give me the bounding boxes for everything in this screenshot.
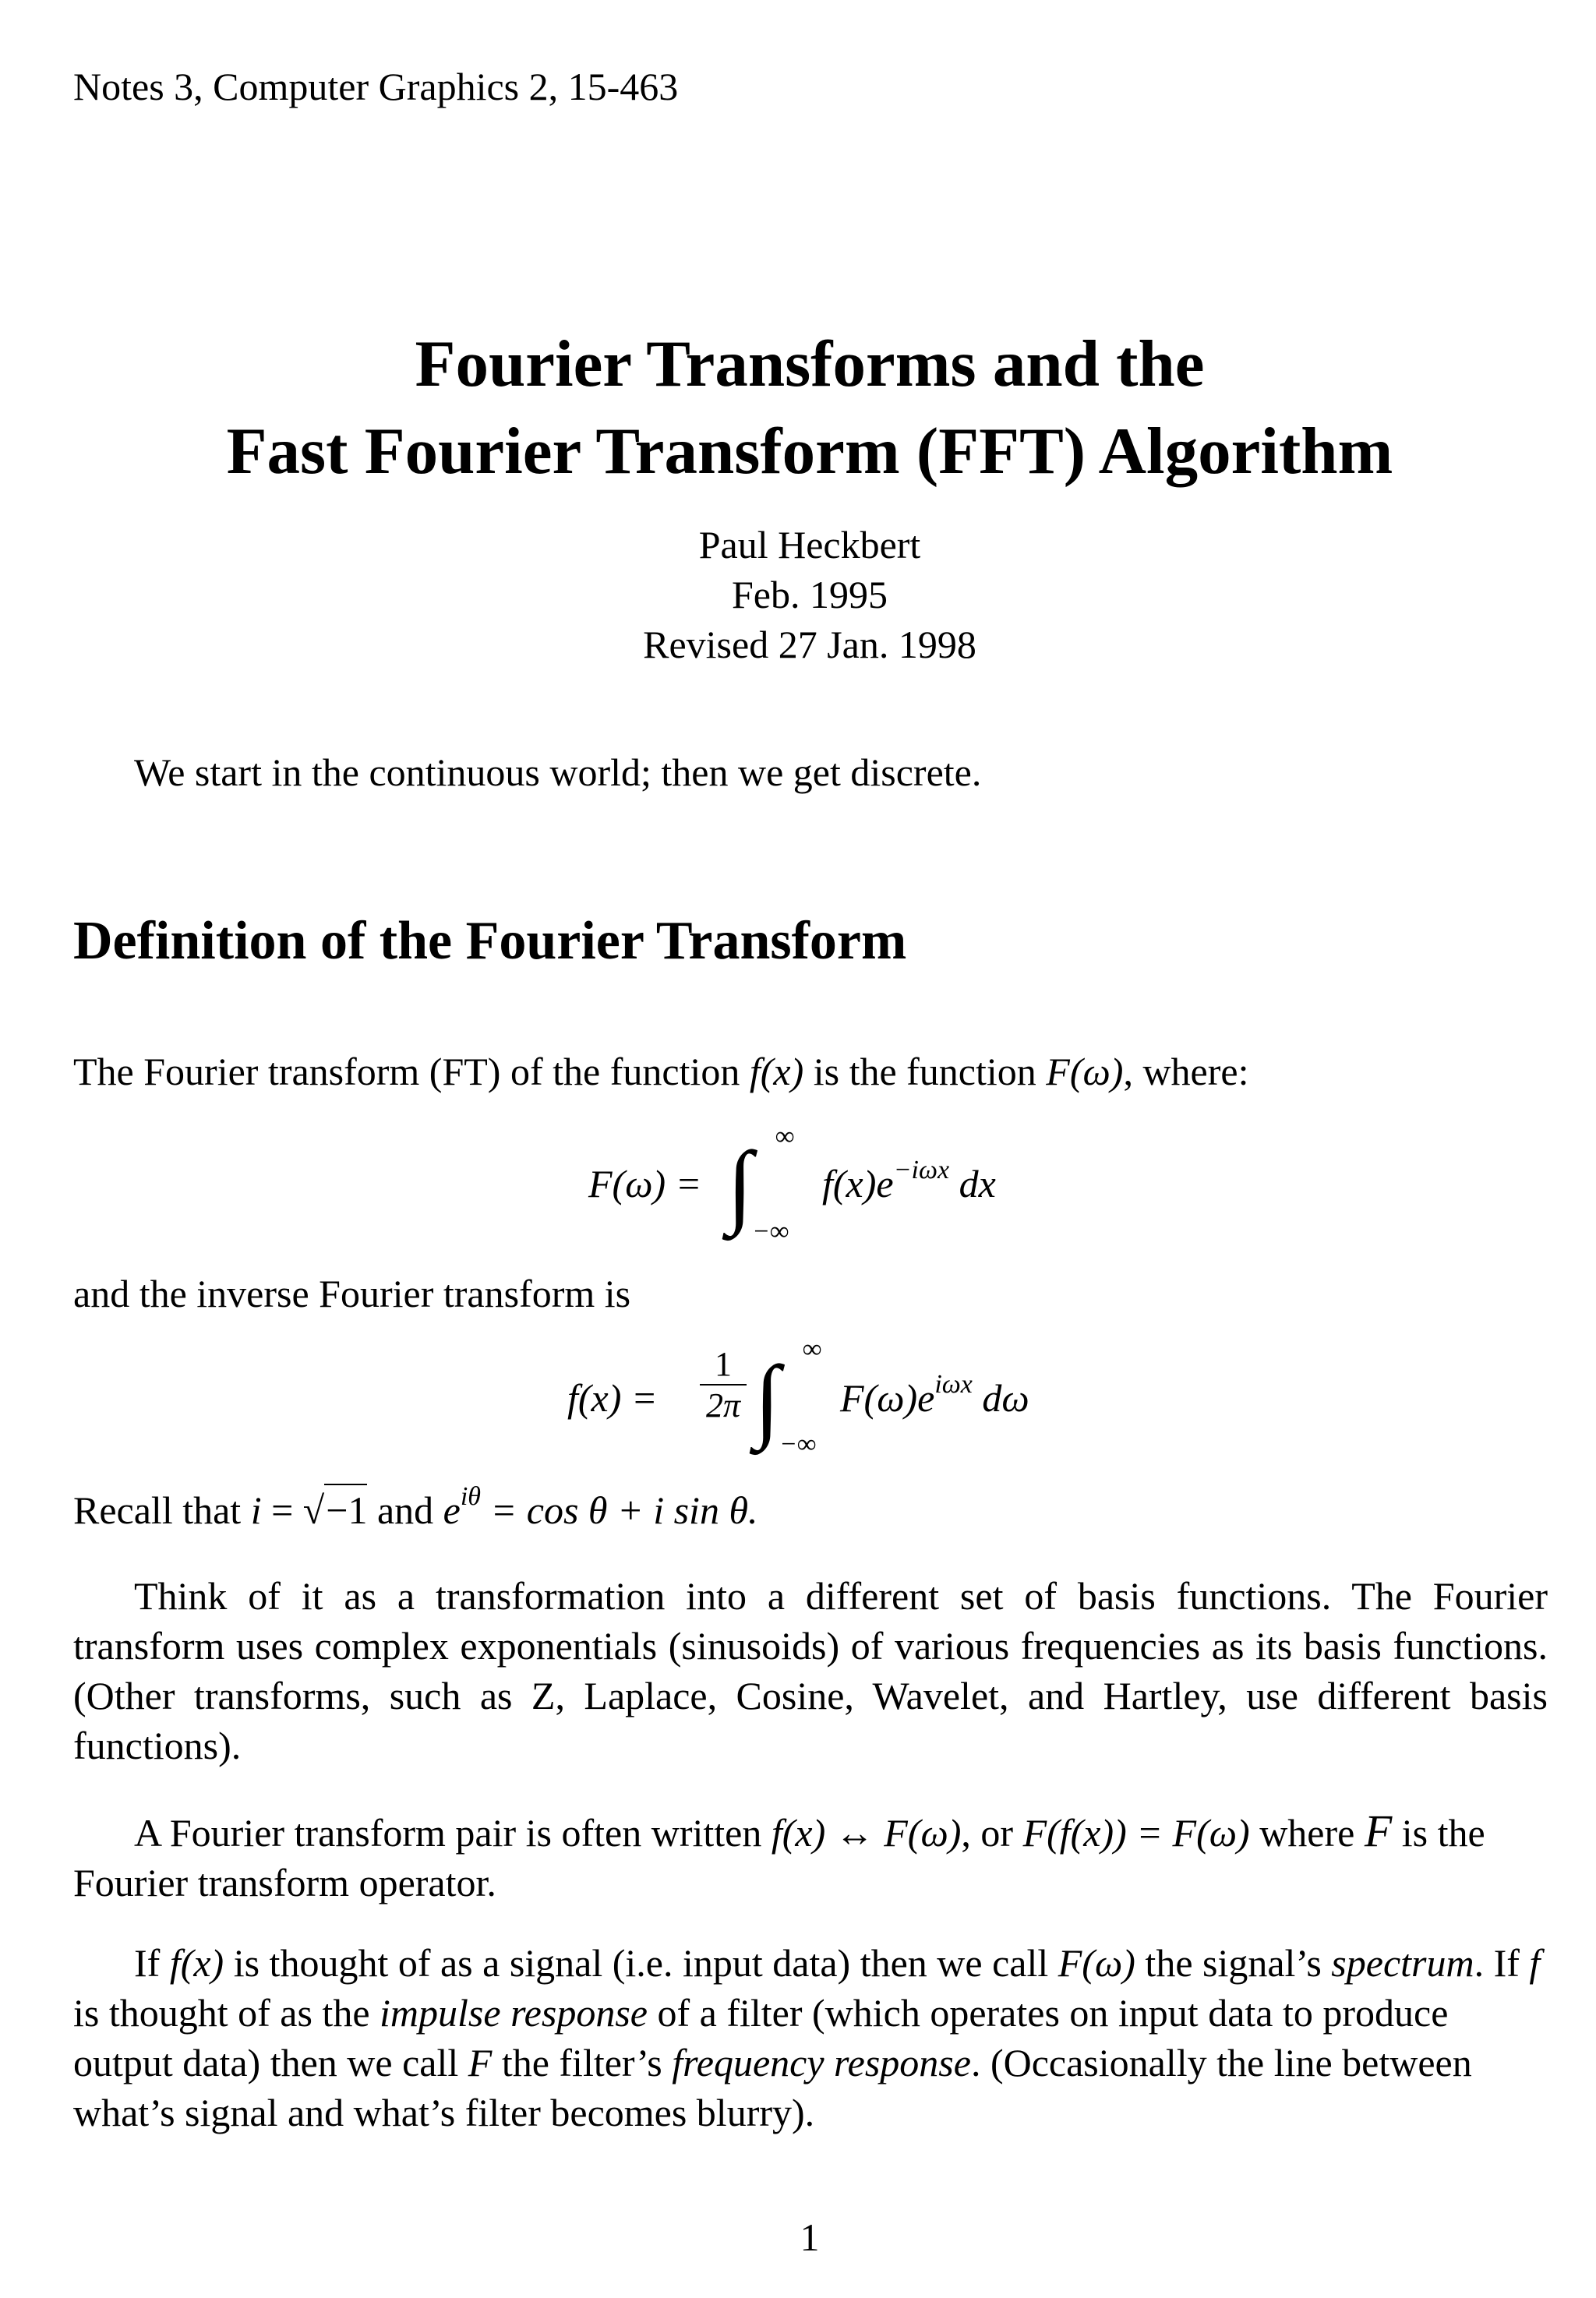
eq2-fraction — [700, 1344, 747, 1425]
eq2-dw: dω — [982, 1376, 1029, 1420]
math-Fw: F(ω) — [1058, 1941, 1135, 1985]
eq1-integrand-text: f(x)e — [822, 1162, 894, 1205]
eq2-numerator: 1 — [700, 1344, 747, 1386]
running-header: Notes 3, Computer Graphics 2, 15-463 — [73, 65, 679, 108]
eq2-upper-limit: ∞ — [803, 1335, 822, 1364]
ft-definition-sentence — [73, 1047, 1248, 1096]
text-run: is the function — [813, 1050, 1036, 1093]
inverse-transform-equation — [567, 1329, 1113, 1469]
recall-sentence — [73, 1484, 758, 1541]
equals-sign: = — [271, 1488, 294, 1532]
math-F: F — [468, 2041, 493, 2084]
text-run: the signal’s — [1145, 1941, 1322, 1985]
sqrt-radicand: −1 — [324, 1484, 367, 1535]
text-run: . If — [1474, 1941, 1520, 1985]
text-run: is the Fourier transform operator. — [73, 1811, 1485, 1904]
text-run: . (Occasionally the line between what’s signal and what’s filter becomes blurry). — [73, 2041, 1472, 2134]
paragraph-transform-pair — [73, 1806, 1548, 1908]
math-operator: F(f(x)) = F(ω) — [1022, 1811, 1250, 1855]
paragraph-signal-filter — [73, 1938, 1548, 2137]
eq2-lhs: f(x) = — [567, 1376, 658, 1420]
text-run: the filter’s — [501, 2041, 662, 2084]
math-pair: f(x) ↔ F(ω) — [771, 1811, 962, 1855]
text-run: The Fourier transform (FT) of the function — [73, 1050, 740, 1093]
integral-sign-icon: ∫ — [754, 1347, 780, 1450]
text-run: of a filter (which operates on input data to produce output data) then we call — [73, 1991, 1449, 2084]
eq2-lower-limit: −∞ — [779, 1430, 817, 1459]
text-run: If — [134, 1941, 161, 1985]
math-euler — [443, 1482, 482, 1532]
emphasis-frequency-response: frequency response — [672, 2041, 971, 2084]
text-run: is thought of as a signal (i.e. input data) then we call — [233, 1941, 1049, 1985]
math-euler-rhs: = cos θ + i sin θ. — [490, 1488, 758, 1532]
eq2-denominator: 2π — [705, 1386, 741, 1424]
text-run: Recall that — [73, 1488, 242, 1532]
title-line-2: Fast Fourier Transform (FFT) Algorithm — [226, 415, 1393, 488]
math-i: i — [250, 1488, 262, 1532]
eq2-integrand-text: F(ω)e — [840, 1376, 935, 1420]
emphasis-impulse-response: impulse response — [380, 1991, 648, 2035]
intro-sentence: We start in the continuous world; then we get discrete. — [134, 750, 982, 794]
text-run: is thought of as the — [73, 1991, 370, 2035]
emphasis-spectrum: spectrum — [1331, 1941, 1474, 1985]
page-number: 1 — [800, 2215, 820, 2259]
text-run: and — [376, 1488, 434, 1532]
date: Feb. 1995 — [732, 573, 888, 616]
fourier-transform-equation — [588, 1122, 1072, 1262]
inverse-intro: and the inverse Fourier transform is — [73, 1272, 631, 1315]
eq1-lhs: F(ω) = — [588, 1162, 702, 1205]
author: Paul Heckbert — [698, 523, 921, 567]
math-F-operator: F — [1364, 1806, 1393, 1856]
eq2-integrand — [840, 1370, 1029, 1421]
eq1-integrand — [822, 1156, 996, 1206]
revised-date: Revised 27 Jan. 1998 — [643, 623, 976, 666]
text-run: , or — [961, 1811, 1014, 1855]
text-run: A Fourier transform pair is often written — [134, 1811, 762, 1855]
paragraph-basis-functions: Think of it as a transformation into a different set of basis functions. The Fourier transform uses complex exponentials (sinusoids) of various frequencies as its basis functions. (Other transforms, such as Z, Laplace, Cosine, Wavelet, and Hartley, use different basis functions). — [73, 1574, 1548, 1767]
math-fx: f(x) — [169, 1941, 224, 1985]
section-heading: Definition of the Fourier Transform — [73, 911, 907, 971]
math-exponent: iθ — [460, 1482, 482, 1511]
title-line-1: Fourier Transforms and the — [415, 327, 1205, 401]
integral-sign-icon: ∫ — [727, 1132, 753, 1236]
math-fx: f(x) — [749, 1050, 804, 1093]
eq2-exponent: iωx — [934, 1370, 973, 1399]
eq1-exponent: −iωx — [893, 1156, 950, 1184]
text-run: , where: — [1123, 1050, 1249, 1093]
sqrt-icon: √ — [302, 1488, 325, 1532]
math-e: e — [443, 1488, 461, 1532]
math-Fw: F(ω) — [1046, 1050, 1124, 1093]
text-run: where — [1259, 1811, 1355, 1855]
eq1-lower-limit: −∞ — [752, 1217, 789, 1246]
eq1-dx: dx — [959, 1162, 996, 1205]
eq1-upper-limit: ∞ — [775, 1122, 795, 1151]
math-f: f — [1529, 1941, 1541, 1985]
